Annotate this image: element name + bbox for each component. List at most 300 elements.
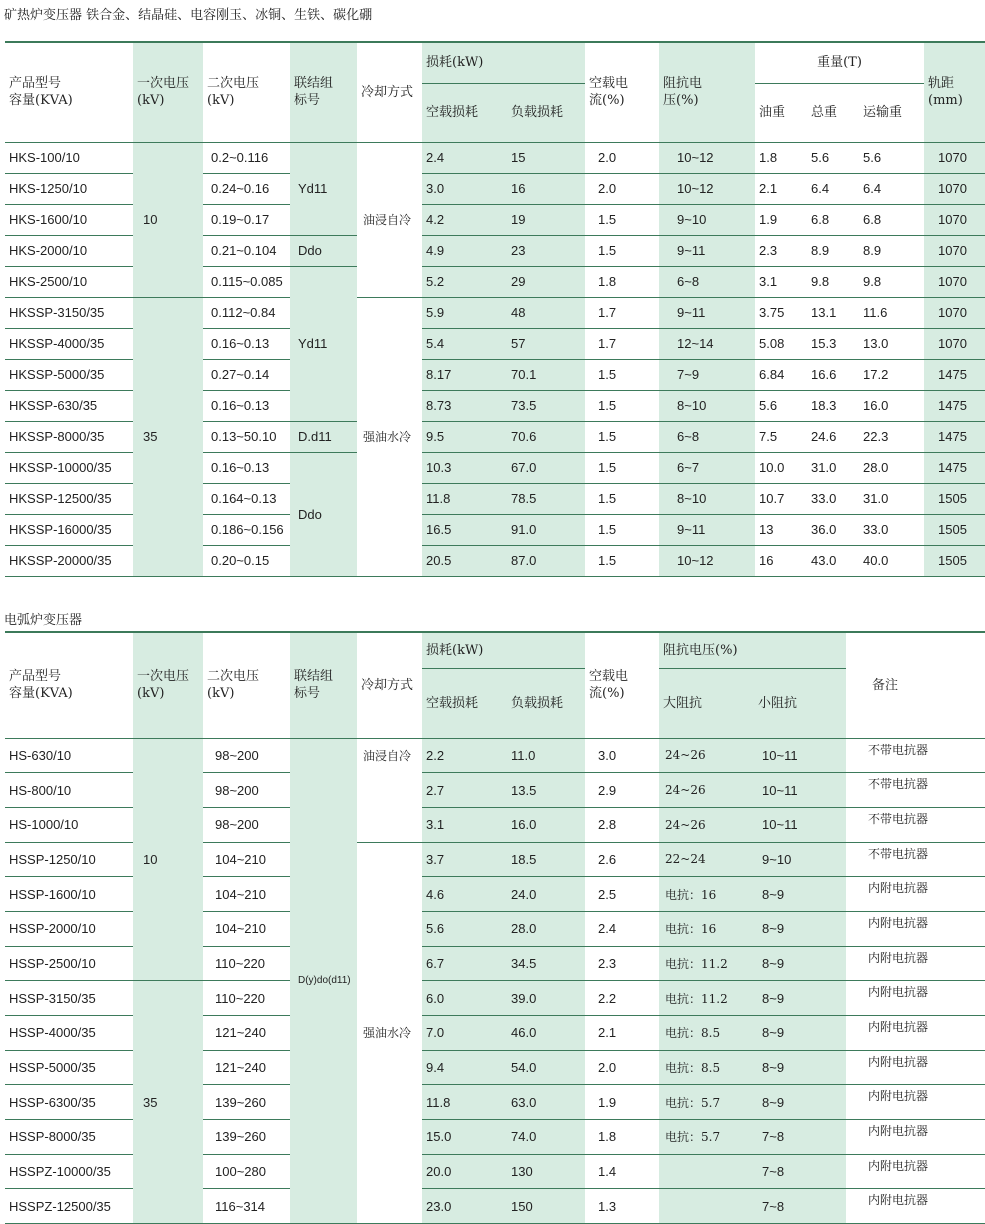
primary-voltage-cell: 10 [133, 142, 203, 297]
no-load-current-cell: 2.3 [585, 946, 659, 981]
model-cell: HSSP-8000/35 [5, 1120, 133, 1155]
header-transport-weight: 运输重 [859, 83, 924, 142]
secondary-voltage-cell: 0.115~0.085 [203, 266, 290, 297]
load-loss-cell: 29 [507, 266, 585, 297]
transport-weight-cell: 13.0 [859, 328, 924, 359]
total-weight-cell: 36.0 [807, 514, 859, 545]
no-load-loss-cell: 5.4 [422, 328, 507, 359]
header-oil-weight: 油重 [755, 83, 807, 142]
oil-weight-cell: 1.9 [755, 204, 807, 235]
no-load-current-cell: 1.5 [585, 452, 659, 483]
gauge-cell: 1475 [924, 359, 985, 390]
secondary-voltage-cell: 100~280 [203, 1154, 290, 1189]
load-loss-cell: 130 [507, 1154, 585, 1189]
secondary-voltage-cell: 98~200 [203, 807, 290, 842]
remark-cell: 内附电抗器 [846, 877, 985, 912]
secondary-voltage-cell: 110~220 [203, 946, 290, 981]
table-row [5, 297, 985, 328]
no-load-loss-cell: 9.5 [422, 421, 507, 452]
transport-weight-cell: 40.0 [859, 545, 924, 576]
header-no-load-loss: 空载损耗 [422, 83, 507, 142]
gauge-cell: 1070 [924, 266, 985, 297]
load-loss-cell: 13.5 [507, 773, 585, 808]
small-impedance-cell: 10~11 [754, 807, 846, 842]
load-loss-cell: 34.5 [507, 946, 585, 981]
primary-voltage-cell: 10 [133, 738, 203, 981]
secondary-voltage-cell: 104~210 [203, 842, 290, 877]
oil-weight-cell: 2.1 [755, 173, 807, 204]
impedance-cell: 6~8 [659, 266, 755, 297]
no-load-loss-cell: 15.0 [422, 1120, 507, 1155]
cooling-cell: 油浸自冷 [357, 738, 422, 842]
small-impedance-cell: 8~9 [754, 1050, 846, 1085]
oil-weight-cell: 1.8 [755, 142, 807, 173]
impedance-cell: 7~9 [659, 359, 755, 390]
total-weight-cell: 6.4 [807, 173, 859, 204]
no-load-current-cell: 2.5 [585, 877, 659, 912]
table1-title: 矿热炉变压器 铁合金、结晶硅、电容刚玉、冰铜、生铁、碳化硼 [4, 8, 373, 23]
no-load-loss-cell: 6.7 [422, 946, 507, 981]
total-weight-cell: 8.9 [807, 235, 859, 266]
header2-impedance: 阻抗电压(%) [659, 632, 846, 668]
remark-cell: 内附电抗器 [846, 946, 985, 981]
gauge-cell: 1475 [924, 452, 985, 483]
model-cell: HSSP-2000/10 [5, 911, 133, 946]
header-cooling: 冷却方式 [357, 42, 422, 142]
no-load-loss-cell: 7.0 [422, 1016, 507, 1051]
model-cell: HSSP-2500/10 [5, 946, 133, 981]
small-impedance-cell: 10~11 [754, 773, 846, 808]
connection-cell: Yd11 [290, 266, 357, 421]
no-load-current-cell: 3.0 [585, 738, 659, 773]
large-impedance-cell [659, 1154, 754, 1189]
small-impedance-cell: 8~9 [754, 1085, 846, 1120]
no-load-loss-cell: 9.4 [422, 1050, 507, 1085]
impedance-cell: 12~14 [659, 328, 755, 359]
no-load-loss-cell: 5.9 [422, 297, 507, 328]
total-weight-cell: 15.3 [807, 328, 859, 359]
secondary-voltage-cell: 0.13~50.10 [203, 421, 290, 452]
no-load-current-cell: 1.5 [585, 390, 659, 421]
model-cell: HKSSP-10000/35 [5, 452, 133, 483]
header2-no-load-current: 空载电 流(%) [585, 632, 659, 738]
total-weight-cell: 31.0 [807, 452, 859, 483]
transport-weight-cell: 16.0 [859, 390, 924, 421]
remark-cell: 内附电抗器 [846, 1154, 985, 1189]
load-loss-cell: 87.0 [507, 545, 585, 576]
no-load-loss-cell: 3.7 [422, 842, 507, 877]
header2-remark: 备注 [846, 632, 985, 738]
cooling-cell: 油浸自冷 [357, 142, 422, 297]
secondary-voltage-cell: 0.20~0.15 [203, 545, 290, 576]
load-loss-cell: 70.1 [507, 359, 585, 390]
header2-secondary-voltage: 二次电压 (kV) [203, 632, 290, 738]
header-connection: 联结组 标号 [290, 42, 357, 142]
secondary-voltage-cell: 104~210 [203, 911, 290, 946]
no-load-loss-cell: 16.5 [422, 514, 507, 545]
load-loss-cell: 15 [507, 142, 585, 173]
no-load-loss-cell: 2.7 [422, 773, 507, 808]
secondary-voltage-cell: 0.112~0.84 [203, 297, 290, 328]
no-load-current-cell: 1.5 [585, 514, 659, 545]
no-load-loss-cell: 5.6 [422, 911, 507, 946]
model-cell: HKSSP-20000/35 [5, 545, 133, 576]
large-impedance-cell: 电抗：5.7 [659, 1085, 754, 1120]
header2-cooling: 冷却方式 [357, 632, 422, 738]
connection-cell: Ddo [290, 235, 357, 266]
transport-weight-cell: 28.0 [859, 452, 924, 483]
arc-furnace-transformer-table [5, 631, 985, 1224]
model-cell: HKSSP-12500/35 [5, 483, 133, 514]
total-weight-cell: 5.6 [807, 142, 859, 173]
load-loss-cell: 91.0 [507, 514, 585, 545]
no-load-loss-cell: 11.8 [422, 1085, 507, 1120]
connection-cell: Ddo [290, 452, 357, 576]
secondary-voltage-cell: 110~220 [203, 981, 290, 1016]
model-cell: HKSSP-3150/35 [5, 297, 133, 328]
transport-weight-cell: 9.8 [859, 266, 924, 297]
no-load-loss-cell: 10.3 [422, 452, 507, 483]
no-load-current-cell: 1.8 [585, 1120, 659, 1155]
remark-cell: 内附电抗器 [846, 981, 985, 1016]
transport-weight-cell: 22.3 [859, 421, 924, 452]
load-loss-cell: 23 [507, 235, 585, 266]
oil-weight-cell: 6.84 [755, 359, 807, 390]
model-cell: HKS-2000/10 [5, 235, 133, 266]
no-load-current-cell: 2.4 [585, 911, 659, 946]
secondary-voltage-cell: 0.186~0.156 [203, 514, 290, 545]
remark-cell: 内附电抗器 [846, 1016, 985, 1051]
no-load-loss-cell: 4.6 [422, 877, 507, 912]
oil-weight-cell: 10.0 [755, 452, 807, 483]
no-load-loss-cell: 20.0 [422, 1154, 507, 1189]
no-load-current-cell: 2.9 [585, 773, 659, 808]
connection-cell: D(y)do(d11) [290, 738, 357, 1224]
total-weight-cell: 33.0 [807, 483, 859, 514]
secondary-voltage-cell: 98~200 [203, 773, 290, 808]
oil-weight-cell: 5.08 [755, 328, 807, 359]
load-loss-cell: 54.0 [507, 1050, 585, 1085]
header-secondary-voltage: 二次电压 (kV) [203, 42, 290, 142]
total-weight-cell: 18.3 [807, 390, 859, 421]
model-cell: HKS-1600/10 [5, 204, 133, 235]
no-load-current-cell: 1.4 [585, 1154, 659, 1189]
load-loss-cell: 46.0 [507, 1016, 585, 1051]
load-loss-cell: 16 [507, 173, 585, 204]
model-cell: HKS-2500/10 [5, 266, 133, 297]
impedance-cell: 8~10 [659, 483, 755, 514]
total-weight-cell: 6.8 [807, 204, 859, 235]
connection-cell: Yd11 [290, 142, 357, 235]
no-load-current-cell: 1.5 [585, 483, 659, 514]
header-primary-voltage: 一次电压 (kV) [133, 42, 203, 142]
no-load-loss-cell: 4.2 [422, 204, 507, 235]
oil-weight-cell: 5.6 [755, 390, 807, 421]
secondary-voltage-cell: 98~200 [203, 738, 290, 773]
remark-cell: 不带电抗器 [846, 738, 985, 773]
oil-weight-cell: 10.7 [755, 483, 807, 514]
cooling-cell: 强油水冷 [357, 297, 422, 576]
model-cell: HKSSP-5000/35 [5, 359, 133, 390]
small-impedance-cell: 8~9 [754, 981, 846, 1016]
small-impedance-cell: 7~8 [754, 1189, 846, 1224]
secondary-voltage-cell: 0.2~0.116 [203, 142, 290, 173]
gauge-cell: 1505 [924, 514, 985, 545]
model-cell: HSSP-3150/35 [5, 981, 133, 1016]
gauge-cell: 1505 [924, 545, 985, 576]
load-loss-cell: 19 [507, 204, 585, 235]
gauge-cell: 1070 [924, 235, 985, 266]
model-cell: HSSP-6300/35 [5, 1085, 133, 1120]
no-load-current-cell: 2.6 [585, 842, 659, 877]
no-load-loss-cell: 5.2 [422, 266, 507, 297]
remark-cell: 内附电抗器 [846, 1050, 985, 1085]
load-loss-cell: 70.6 [507, 421, 585, 452]
transport-weight-cell: 11.6 [859, 297, 924, 328]
load-loss-cell: 16.0 [507, 807, 585, 842]
model-cell: HKS-100/10 [5, 142, 133, 173]
total-weight-cell: 16.6 [807, 359, 859, 390]
small-impedance-cell: 8~9 [754, 877, 846, 912]
no-load-loss-cell: 3.0 [422, 173, 507, 204]
no-load-loss-cell: 2.2 [422, 738, 507, 773]
no-load-loss-cell: 2.4 [422, 142, 507, 173]
header2-large-impedance: 大阻抗 [659, 668, 754, 738]
header-no-load-current: 空载电 流(%) [585, 42, 659, 142]
impedance-cell: 8~10 [659, 390, 755, 421]
secondary-voltage-cell: 0.16~0.13 [203, 328, 290, 359]
no-load-current-cell: 1.5 [585, 421, 659, 452]
model-cell: HSSP-5000/35 [5, 1050, 133, 1085]
small-impedance-cell: 8~9 [754, 911, 846, 946]
transport-weight-cell: 6.8 [859, 204, 924, 235]
gauge-cell: 1475 [924, 421, 985, 452]
no-load-loss-cell: 4.9 [422, 235, 507, 266]
remark-cell: 内附电抗器 [846, 911, 985, 946]
gauge-cell: 1070 [924, 173, 985, 204]
total-weight-cell: 43.0 [807, 545, 859, 576]
large-impedance-cell: 电抗：5.7 [659, 1120, 754, 1155]
no-load-loss-cell: 8.73 [422, 390, 507, 421]
secondary-voltage-cell: 139~260 [203, 1085, 290, 1120]
model-cell: HKSSP-8000/35 [5, 421, 133, 452]
impedance-cell: 9~11 [659, 235, 755, 266]
load-loss-cell: 39.0 [507, 981, 585, 1016]
load-loss-cell: 63.0 [507, 1085, 585, 1120]
model-cell: HS-1000/10 [5, 807, 133, 842]
impedance-cell: 9~10 [659, 204, 755, 235]
no-load-current-cell: 2.0 [585, 142, 659, 173]
secondary-voltage-cell: 139~260 [203, 1120, 290, 1155]
table-row [5, 981, 985, 1016]
no-load-current-cell: 2.0 [585, 173, 659, 204]
transport-weight-cell: 17.2 [859, 359, 924, 390]
load-loss-cell: 78.5 [507, 483, 585, 514]
total-weight-cell: 9.8 [807, 266, 859, 297]
secondary-voltage-cell: 0.21~0.104 [203, 235, 290, 266]
no-load-current-cell: 2.1 [585, 1016, 659, 1051]
transport-weight-cell: 33.0 [859, 514, 924, 545]
secondary-voltage-cell: 121~240 [203, 1016, 290, 1051]
remark-cell: 不带电抗器 [846, 773, 985, 808]
secondary-voltage-cell: 0.27~0.14 [203, 359, 290, 390]
primary-voltage-cell: 35 [133, 981, 203, 1224]
large-impedance-cell: 电抗：11.2 [659, 946, 754, 981]
load-loss-cell: 67.0 [507, 452, 585, 483]
total-weight-cell: 24.6 [807, 421, 859, 452]
large-impedance-cell: 电抗：8.5 [659, 1050, 754, 1085]
no-load-loss-cell: 8.17 [422, 359, 507, 390]
model-cell: HS-800/10 [5, 773, 133, 808]
secondary-voltage-cell: 116~314 [203, 1189, 290, 1224]
small-impedance-cell: 8~9 [754, 946, 846, 981]
model-cell: HSSPZ-10000/35 [5, 1154, 133, 1189]
impedance-cell: 6~8 [659, 421, 755, 452]
secondary-voltage-cell: 0.164~0.13 [203, 483, 290, 514]
large-impedance-cell: 电抗：8.5 [659, 1016, 754, 1051]
remark-cell: 内附电抗器 [846, 1120, 985, 1155]
small-impedance-cell: 8~9 [754, 1016, 846, 1051]
small-impedance-cell: 7~8 [754, 1154, 846, 1189]
model-cell: HSSP-4000/35 [5, 1016, 133, 1051]
gauge-cell: 1070 [924, 297, 985, 328]
large-impedance-cell: 24~26 [659, 807, 754, 842]
load-loss-cell: 74.0 [507, 1120, 585, 1155]
transport-weight-cell: 6.4 [859, 173, 924, 204]
header2-no-load-loss: 空载损耗 [422, 668, 507, 738]
load-loss-cell: 28.0 [507, 911, 585, 946]
no-load-current-cell: 2.0 [585, 1050, 659, 1085]
large-impedance-cell: 24~26 [659, 773, 754, 808]
secondary-voltage-cell: 0.24~0.16 [203, 173, 290, 204]
gauge-cell: 1070 [924, 328, 985, 359]
impedance-cell: 9~11 [659, 297, 755, 328]
oil-weight-cell: 2.3 [755, 235, 807, 266]
connection-cell: D.d11 [290, 421, 357, 452]
secondary-voltage-cell: 104~210 [203, 877, 290, 912]
gauge-cell: 1505 [924, 483, 985, 514]
no-load-current-cell: 1.5 [585, 545, 659, 576]
no-load-current-cell: 1.7 [585, 328, 659, 359]
load-loss-cell: 150 [507, 1189, 585, 1224]
secondary-voltage-cell: 0.16~0.13 [203, 452, 290, 483]
no-load-current-cell: 1.7 [585, 297, 659, 328]
gauge-cell: 1070 [924, 142, 985, 173]
oil-weight-cell: 16 [755, 545, 807, 576]
no-load-current-cell: 1.5 [585, 359, 659, 390]
no-load-loss-cell: 20.5 [422, 545, 507, 576]
large-impedance-cell: 电抗：16 [659, 877, 754, 912]
model-cell: HKSSP-4000/35 [5, 328, 133, 359]
remark-cell: 内附电抗器 [846, 1189, 985, 1224]
no-load-current-cell: 2.8 [585, 807, 659, 842]
model-cell: HSSPZ-12500/35 [5, 1189, 133, 1224]
header2-model: 产品型号 容量(KVA) [5, 632, 133, 738]
large-impedance-cell: 电抗：16 [659, 911, 754, 946]
load-loss-cell: 48 [507, 297, 585, 328]
header2-connection: 联结组 标号 [290, 632, 357, 738]
no-load-current-cell: 1.9 [585, 1085, 659, 1120]
header-gauge: 轨距 (mm) [924, 42, 985, 142]
table2-title: 电弧炉变压器 [4, 613, 83, 628]
header2-small-impedance: 小阻抗 [754, 668, 846, 738]
remark-cell: 内附电抗器 [846, 1085, 985, 1120]
large-impedance-cell: 电抗：11.2 [659, 981, 754, 1016]
impedance-cell: 6~7 [659, 452, 755, 483]
transport-weight-cell: 5.6 [859, 142, 924, 173]
header2-load-loss: 负载损耗 [507, 668, 585, 738]
load-loss-cell: 24.0 [507, 877, 585, 912]
model-cell: HKSSP-630/35 [5, 390, 133, 421]
table-row [5, 142, 985, 173]
secondary-voltage-cell: 0.19~0.17 [203, 204, 290, 235]
model-cell: HKSSP-16000/35 [5, 514, 133, 545]
transport-weight-cell: 31.0 [859, 483, 924, 514]
small-impedance-cell: 10~11 [754, 738, 846, 773]
oil-weight-cell: 13 [755, 514, 807, 545]
no-load-loss-cell: 3.1 [422, 807, 507, 842]
remark-cell: 不带电抗器 [846, 807, 985, 842]
model-cell: HSSP-1600/10 [5, 877, 133, 912]
header-load-loss: 负载损耗 [507, 83, 585, 142]
header-model: 产品型号 容量(KVA) [5, 42, 133, 142]
oil-weight-cell: 7.5 [755, 421, 807, 452]
no-load-current-cell: 2.2 [585, 981, 659, 1016]
impedance-cell: 9~11 [659, 514, 755, 545]
no-load-current-cell: 1.5 [585, 235, 659, 266]
impedance-cell: 10~12 [659, 545, 755, 576]
load-loss-cell: 73.5 [507, 390, 585, 421]
no-load-current-cell: 1.8 [585, 266, 659, 297]
large-impedance-cell [659, 1189, 754, 1224]
no-load-loss-cell: 6.0 [422, 981, 507, 1016]
model-cell: HS-630/10 [5, 738, 133, 773]
mine-furnace-transformer-table [5, 41, 985, 577]
header-impedance: 阻抗电 压(%) [659, 42, 755, 142]
no-load-current-cell: 1.5 [585, 204, 659, 235]
small-impedance-cell: 7~8 [754, 1120, 846, 1155]
secondary-voltage-cell: 0.16~0.13 [203, 390, 290, 421]
oil-weight-cell: 3.75 [755, 297, 807, 328]
no-load-loss-cell: 11.8 [422, 483, 507, 514]
impedance-cell: 10~12 [659, 142, 755, 173]
large-impedance-cell: 22~24 [659, 842, 754, 877]
header2-primary-voltage: 一次电压 (kV) [133, 632, 203, 738]
remark-cell: 不带电抗器 [846, 842, 985, 877]
total-weight-cell: 13.1 [807, 297, 859, 328]
model-cell: HKS-1250/10 [5, 173, 133, 204]
header-total-weight: 总重 [807, 83, 859, 142]
header2-loss: 损耗(kW) [422, 632, 585, 668]
impedance-cell: 10~12 [659, 173, 755, 204]
header-loss: 损耗(kW) [422, 42, 585, 83]
table-row [5, 738, 985, 773]
model-cell: HSSP-1250/10 [5, 842, 133, 877]
small-impedance-cell: 9~10 [754, 842, 846, 877]
load-loss-cell: 57 [507, 328, 585, 359]
cooling-cell: 强油水冷 [357, 842, 422, 1224]
gauge-cell: 1070 [924, 204, 985, 235]
oil-weight-cell: 3.1 [755, 266, 807, 297]
load-loss-cell: 11.0 [507, 738, 585, 773]
primary-voltage-cell: 35 [133, 297, 203, 576]
header-weight: 重量(T) [755, 42, 924, 83]
transport-weight-cell: 8.9 [859, 235, 924, 266]
no-load-loss-cell: 23.0 [422, 1189, 507, 1224]
gauge-cell: 1475 [924, 390, 985, 421]
secondary-voltage-cell: 121~240 [203, 1050, 290, 1085]
no-load-current-cell: 1.3 [585, 1189, 659, 1224]
